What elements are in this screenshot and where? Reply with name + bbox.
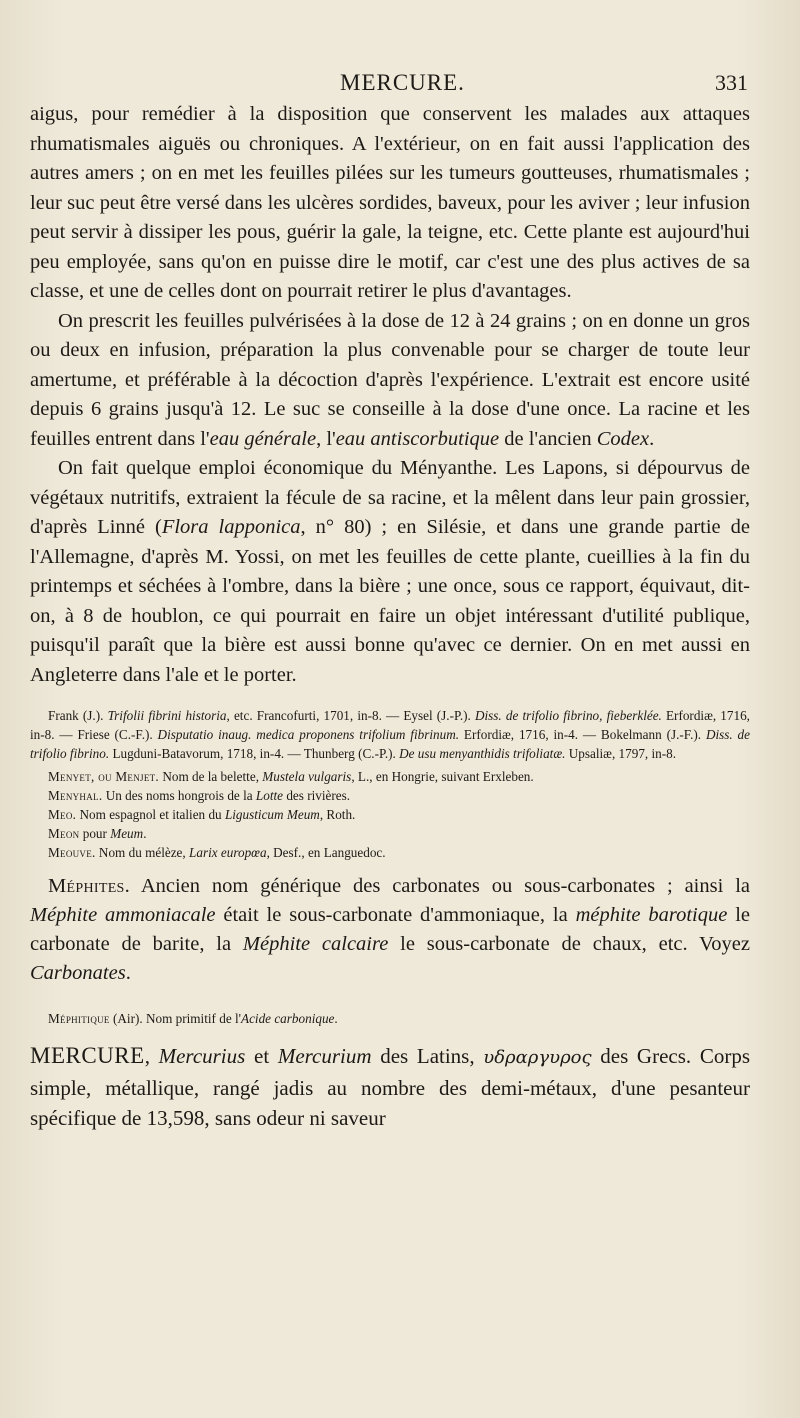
- entry-headword: MERCURE: [30, 1042, 145, 1068]
- reference-list: [30, 706, 750, 763]
- running-header: [30, 70, 750, 96]
- italic-term: Flora lapponica: [161, 516, 301, 538]
- reference-title: Trifolii fibrini historia: [107, 708, 227, 723]
- text-run: des Grecs. Corps simple, métallique, rangé jadis au nombre des demi-métaux, d'une pesanteur spécifique de 13,598, sans odeur ni saveur: [30, 1043, 750, 1130]
- page-number: 331: [715, 70, 748, 95]
- italic-term: Méphite ammoniacale: [30, 904, 216, 926]
- text-run: était le sous-carbonate d'ammoniaque, la: [215, 904, 576, 926]
- paragraph-3: [30, 454, 750, 690]
- text-run: le sous-carbonate de chaux, etc. Voyez: [388, 933, 750, 955]
- italic-term: Mercurius: [158, 1043, 246, 1068]
- italic-term: méphite barotique: [575, 904, 728, 926]
- dictionary-entry: [30, 805, 750, 824]
- text-run: Upsaliæ, 1797, in-8.: [565, 746, 677, 761]
- text-run: Frank (J.).: [48, 708, 108, 723]
- italic-term: Ligusticum Meum: [224, 807, 320, 822]
- text-run: ,: [144, 1043, 159, 1068]
- entry-headword: Menyhal.: [48, 788, 103, 803]
- entry-headword: Meo.: [48, 807, 77, 822]
- header-title: MERCURE.: [340, 70, 465, 95]
- text-run: Erfordiæ, 1716, in-8. — Friese (C.-F.).: [30, 708, 750, 742]
- text-run: On prescrit les feuilles pulvérisées à la dose de 12 à 24 grains ; on en donne un gros ou deux en infusion, préparation la plus convenable pour se charger de toute leur amertume, et préférable à la décoction d'après l'expérience. L'extrait est encore usité depuis 6 grains jusqu'à 12. Le suc se conseille à la dose d'une once. La racine et les feuilles entrent dans l': [30, 309, 750, 450]
- text-run: Nom espagnol et italien du: [76, 807, 225, 822]
- text-run: , L., en Hongrie, suivant Erxleben.: [351, 769, 534, 784]
- text-run: (Air). Nom primitif de l': [109, 1010, 242, 1026]
- italic-term: eau générale: [209, 427, 317, 450]
- italic-term: Meum: [110, 826, 144, 841]
- text-run: le carbonate de barite, la: [30, 904, 750, 955]
- entry-headword: Méphites.: [48, 875, 131, 897]
- text-run: , Desf., en Languedoc.: [266, 845, 386, 860]
- text-run: On fait quelque emploi économique du Ményanthe. Les Lapons, si dépourvus de végétaux nutritifs, extraient la fécule de sa racine, et la mêlent dans leur pain grossier, d'après Linné (: [30, 457, 750, 538]
- text-run: Nom du mélèze,: [95, 845, 190, 860]
- text-run: des rivières.: [283, 788, 351, 803]
- italic-term: Codex: [596, 427, 650, 450]
- reference-title: Disputatio inaug. medica proponens trifolium fibrinum.: [157, 727, 460, 742]
- dictionary-entry: [30, 824, 750, 843]
- text-run: Ancien nom générique des carbonates ou sous-carbonates ; ainsi la: [130, 875, 750, 897]
- paragraph-2: [30, 307, 750, 455]
- text-run: Un des noms hongrois de la: [102, 788, 256, 803]
- entry-headword: Meouve.: [48, 845, 96, 860]
- mephites-entry: [30, 872, 750, 988]
- text-run: .: [143, 826, 147, 841]
- text-run: , etc. Francofurti, 1701, in-8. — Eysel (J.-P.).: [226, 708, 475, 723]
- mercure-entry: [30, 1041, 750, 1133]
- text-run: des Latins,: [371, 1043, 484, 1068]
- dictionary-entry: [30, 843, 750, 862]
- dictionary-entry: [30, 767, 750, 786]
- entry-headword: Menyet, ou Menjet.: [48, 769, 160, 784]
- greek-term: υδραργυρος: [483, 1046, 592, 1068]
- mephitique-entry: [30, 1009, 750, 1028]
- entry-headword: Méphitique: [48, 1010, 110, 1026]
- bibliography: [30, 706, 750, 862]
- text-run: , Roth.: [319, 807, 356, 822]
- text-run: et: [245, 1043, 278, 1068]
- dictionary-entry: [30, 786, 750, 805]
- text-run: de l'ancien: [499, 427, 597, 450]
- main-text: [30, 100, 750, 690]
- italic-term: Mustela vulgaris: [262, 769, 352, 784]
- italic-term: Carbonates: [30, 962, 126, 984]
- text-run: .: [649, 427, 655, 450]
- text-run: .: [334, 1010, 338, 1026]
- entry-headword: Meon: [48, 826, 80, 841]
- italic-term: Méphite calcaire: [242, 933, 389, 955]
- text-run: pour: [79, 826, 111, 841]
- italic-term: eau antiscorbutique: [335, 427, 500, 450]
- text-run: Nom de la belette,: [159, 769, 263, 784]
- text-run: .: [125, 962, 131, 984]
- italic-term: Lotte: [255, 788, 284, 803]
- text-run: , n° 80) ; en Silésie, et dans une grande partie de l'Allemagne, d'après M. Yossi, on met les feuilles de cette plante, cueillies à la fin du printemps et séchées à l'ombre, dans la bière ; une once, sous ce rapport, équivaut, dit-on, à 8 de houblon, ce qui pourrait en faire un objet intéressant d'utilité publique, puisqu'il paraît que la bière est aussi bonne qu'avec ce dernier. On en met aussi en Angleterre dans l'ale et le porter.: [30, 516, 750, 686]
- reference-title: De usu menyanthidis trifoliatæ.: [399, 746, 566, 761]
- text-run: Lugduni-Batavorum, 1718, in-4. — Thunberg (C.-P.).: [109, 746, 400, 761]
- italic-term: Larix europœa: [189, 845, 267, 860]
- text-run: , l': [316, 427, 336, 450]
- italic-term: Mercurium: [277, 1043, 372, 1068]
- text-run: Erfordiæ, 1716, in-4. — Bokelmann (J.-F.).: [459, 727, 706, 742]
- reference-title: Diss. de trifolio fibrino.: [30, 727, 750, 761]
- paragraph-1: aigus, pour remédier à la disposition que conservent les malades aux attaques rhumatismales aiguës ou chroniques. A l'extérieur, on en fait aussi l'application des autres amers ; on en met les feuilles pilées sur les tumeurs goutteuses, rhumatismales ; leur suc peut être versé dans les ulcères sordides, baveux, pour les aviver ; leur infusion peut servir à dissiper les pous, guérir la gale, la teigne, etc. Cette plante est aujourd'hui peu employée, sans qu'on en puisse dire le motif, car c'est une des plus actives de sa classe, et une de celles dont on pourrait retirer le plus d'avantages.: [30, 103, 750, 302]
- reference-title: Diss. de trifolio fibrino, fieberklée.: [474, 708, 662, 723]
- italic-term: Acide carbonique: [241, 1010, 335, 1026]
